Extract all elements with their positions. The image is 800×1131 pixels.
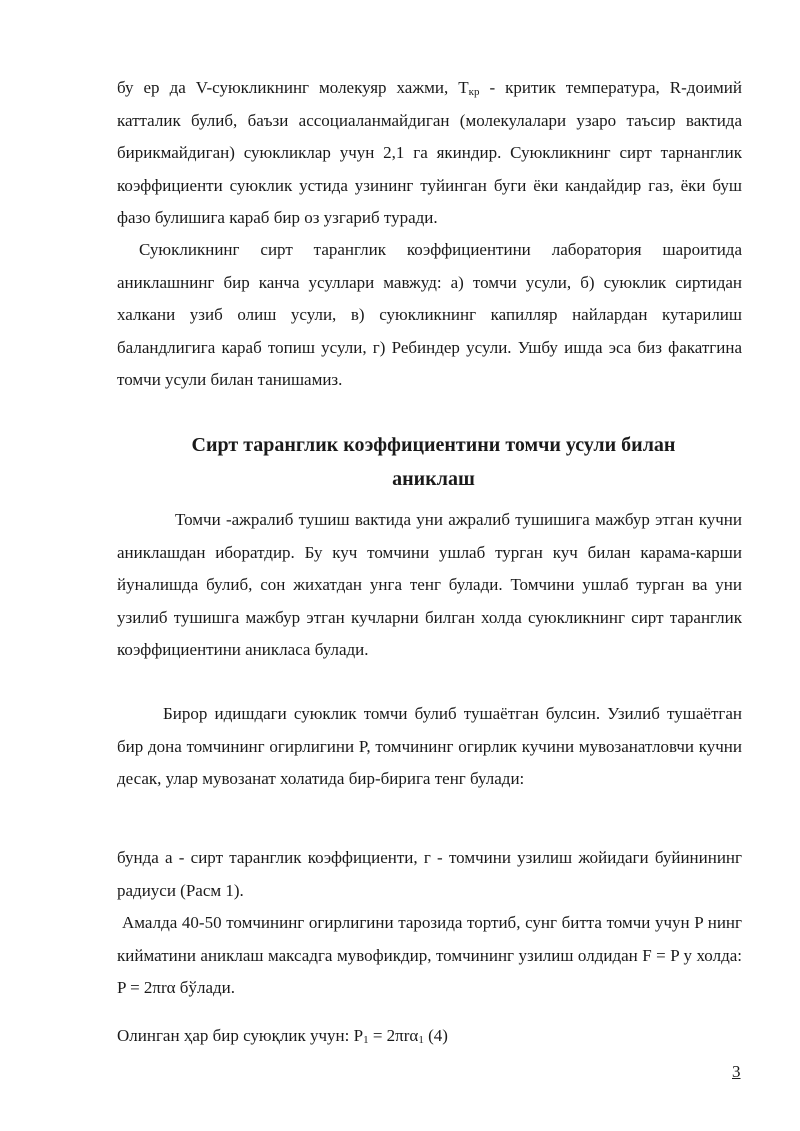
formula-text-a: Олинган ҳар бир суюқлик учун: P: [117, 1026, 364, 1045]
formula-subscript-2: 1: [418, 1034, 424, 1046]
page-number: 3: [732, 1062, 741, 1081]
paragraph-6: Амалда 40-50 томчининг огирлигини тарозида тортиб, сунг битта томчи учун P нинг кийматини аниклаш максадга мувофикдир, томчининг узилиш олдидан F = P у холда: P = 2πrα бўлади.: [117, 913, 742, 997]
paragraph-5: бунда а - сирт таранглик коэффициенти, г - томчини узилиш жойидаги буйинининг радиуси (Расм 1).: [117, 848, 742, 900]
paragraph-4: Бирор идишдаги суюклик томчи булиб тушаётган булсин. Узилиб тушаётган бир дона томчининг огирлигини P, томчининг огирлик кучини мувозанатловчи кучни десак, улар мувозанат холатида бир-бирига тенг булади:: [117, 704, 742, 788]
paragraph-7-formula: [117, 1026, 448, 1046]
section-heading: [117, 428, 750, 496]
formula-text-b: = 2πrα: [368, 1026, 419, 1045]
paragraph-1-subscript: кр: [468, 86, 480, 98]
paragraph-1-text-b: - критик температура, R-доимий катталик булиб, баъзи ассоциаланмайдиган (молекулалари узаро таъсир вактида бирикмайдиган) суюкликлар учун 2,1 га якиндир. Суюкликнинг сирт тарнанглик коэффициенти суюклик устида узининг туйинган буги ёки кандайдир газ, ёки буш фазо булишига караб бир оз узгариб туради.: [117, 78, 742, 227]
paragraph-1: [117, 72, 742, 235]
paragraph-1-text-a: бу ер да V-суюкликнинг молекуяр хажми, T: [117, 78, 469, 97]
section-heading-line-1: Сирт таранглик коэффициентини томчи усули билан: [191, 434, 676, 456]
paragraph-3: Томчи -ажралиб тушиш вактида уни ажралиб тушишига мажбур этган кучни аниклашдан иборатдир. Бу куч томчини ушлаб турган куч билан карама-карши йуналишда булиб, сон жихатдан унга тенг булади. Томчини ушлаб турган ва уни узилиб тушишга мажбур этган кучларни билган холда суюкликнинг сирт таранглик коэффициентини аникласа булади.: [117, 510, 742, 659]
formula-number: (4): [423, 1026, 448, 1045]
formula-subscript-1: 1: [363, 1034, 369, 1046]
section-heading-line-2: аниклаш: [392, 468, 475, 490]
paragraph-2: Суюкликнинг сирт таранглик коэффициентини лаборатория шароитида аниклашнинг бир канча усуллари мавжуд: а) томчи усули, б) суюклик сиртидан халкани узиб олиш усули, в) суюкликнинг капилляр найлардан кутарилиш баландлигига караб топиш усули, г) Ребиндер усули. Ушбу ишда эса биз факатгина томчи усули билан танишамиз.: [117, 240, 742, 389]
